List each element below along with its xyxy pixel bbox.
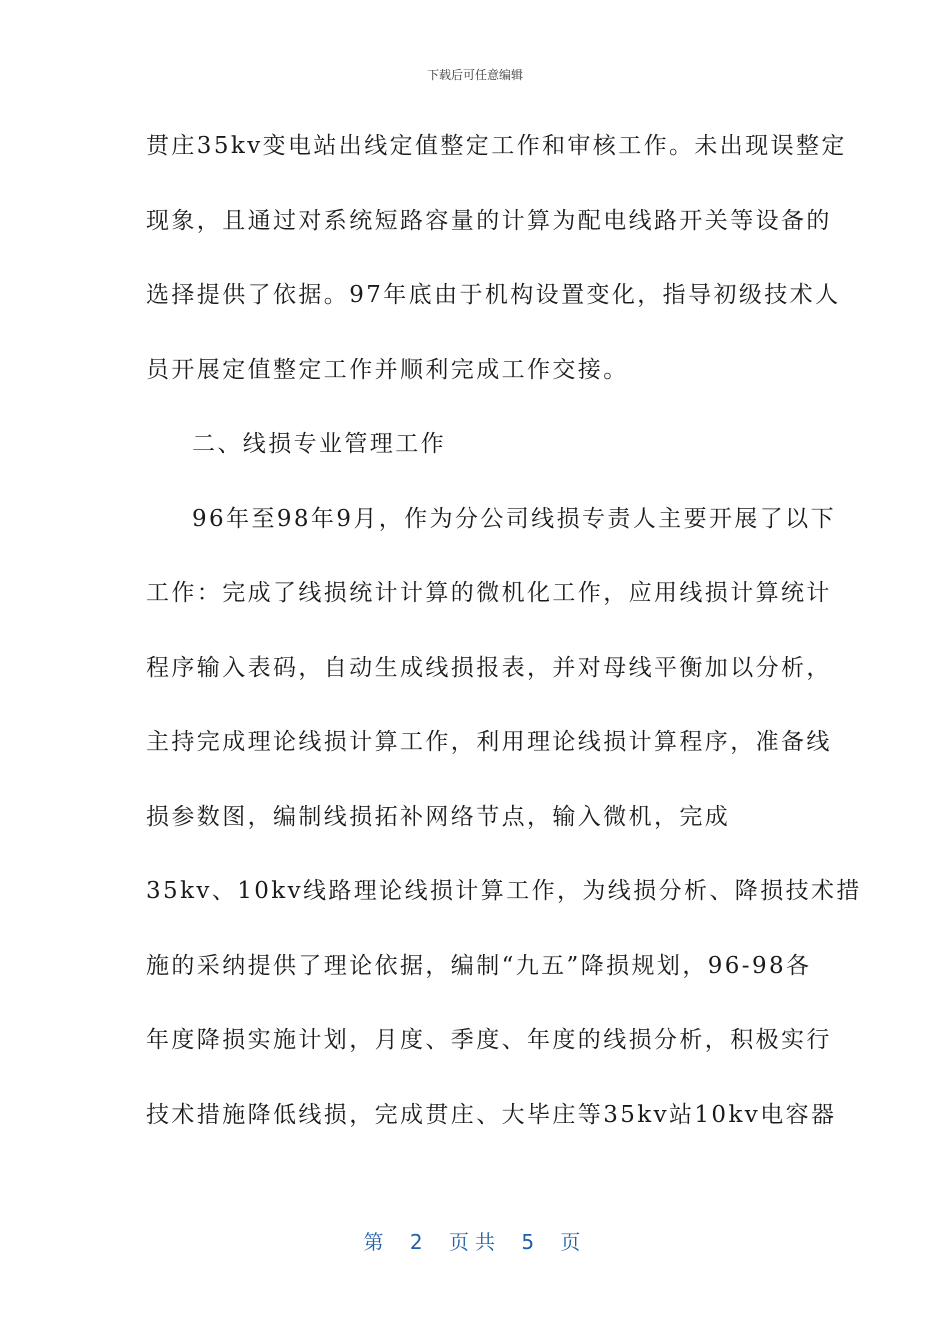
section-heading: 二、线损专业管理工作 <box>192 431 446 457</box>
body-line: 技术措施降低线损，完成贯庄、大毕庄等35kv站10kv电容器 <box>146 1101 837 1128</box>
body-line: 96年至98年9月，作为分公司线损专责人主要开展了以下 <box>192 505 836 532</box>
page-number-indicator: 第 2 页共 5 页 <box>363 1230 587 1254</box>
body-line: 施的采纳提供了理论依据，编制“九五”降损规划，96-98各 <box>146 952 812 979</box>
body-line: 贯庄35kv变电站出线定值整定工作和审核工作。未出现误整定 <box>146 133 847 159</box>
page-header-note: 下载后可任意编辑 <box>426 68 523 82</box>
body-line: 选择提供了依据。97年底由于机构设置变化，指导初级技术人 <box>146 282 841 308</box>
body-line: 员开展定值整定工作并顺利完成工作交接。 <box>146 356 629 383</box>
body-line: 年度降损实施计划，月度、季度、年度的线损分析，积极实行 <box>146 1027 832 1053</box>
body-line: 现象，且通过对系统短路容量的计算为配电线路开关等设备的 <box>146 207 832 234</box>
body-line: 工作：完成了线损统计计算的微机化工作，应用线损计算统计 <box>146 580 832 606</box>
body-line: 损参数图，编制线损拓补网络节点，输入微机，完成 <box>146 803 731 830</box>
document-body <box>146 124 862 1167</box>
body-line: 35kv、10kv线路理论线损计算工作，为线损分析、降损技术措 <box>146 878 862 904</box>
body-line: 主持完成理论线损计算工作，利用理论线损计算程序，准备线 <box>146 729 832 755</box>
body-line: 程序输入表码，自动生成线损报表，并对母线平衡加以分析， <box>146 654 832 681</box>
